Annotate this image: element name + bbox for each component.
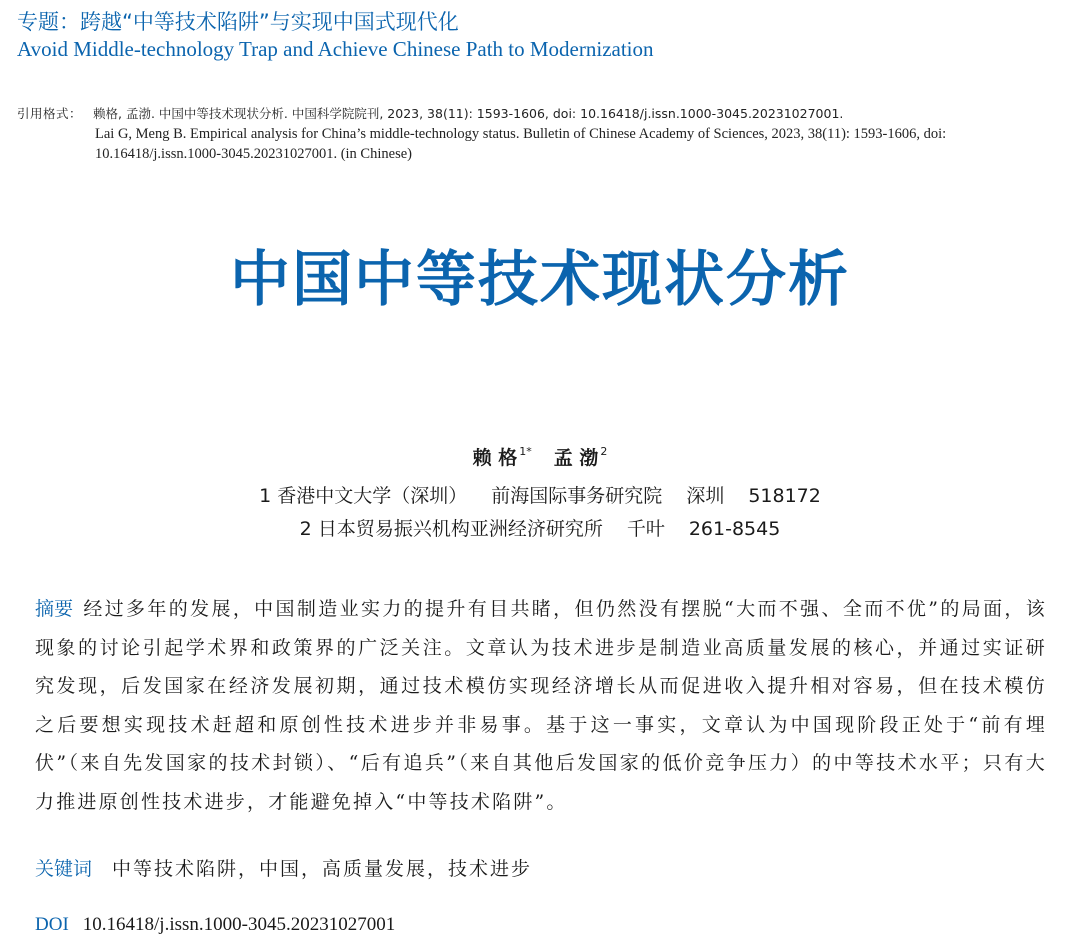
affiliation-org: 香港中文大学（深圳） [277, 485, 468, 507]
author-list [0, 438, 1080, 472]
topic-title-cn: 专题：跨越“中等技术陷阱”与实现中国式现代化 [17, 10, 459, 34]
affiliation-postcode: 261-8545 [688, 518, 781, 540]
citation-label: 引用格式： [17, 106, 83, 121]
doi-value: 10.16418/j.issn.1000-3045.20231027001 [82, 914, 396, 935]
author-affiliation-marker: 2 [600, 445, 608, 458]
affiliation-1 [0, 482, 1080, 510]
affiliation-org: 日本贸易振兴机构亚洲经济研究所 [317, 518, 603, 540]
doi-label: DOI [35, 914, 69, 935]
citation-en-line-2: 10.16418/j.issn.1000-3045.20231027001. (in Chinese) [95, 146, 412, 162]
abstract-text: 经过多年的发展，中国制造业实力的提升有目共睹，但仍然没有摆脱“大而不强、全而不优”的局面，该现象的讨论引起学术界和政策界的广泛关注。文章认为技术进步是制造业高质量发展的核心，并通过实证研究发现，后发国家在经济发展初期，通过技术模仿实现经济增长从而促进收入提升相对容易，但在技术模仿之后要想实现技术赶超和原创性技术进步并非易事。基于这一事实，文章认为中国现阶段正处于“前有埋伏”（来自先发国家的技术封锁）、“后有追兵”（来自其他后发国家的低价竞争压力）的中等技术水平；只有大力推进原创性技术进步，才能避免掉入“中等技术陷阱”。 [35, 598, 1047, 813]
keywords [35, 853, 1047, 885]
citation-cn-row [17, 104, 1067, 124]
affiliation-2 [0, 515, 1080, 543]
keywords-text: 中等技术陷阱，中国，高质量发展，技术进步 [112, 858, 533, 880]
abstract [35, 590, 1047, 821]
affiliation-number: 2 [299, 518, 312, 540]
author-affiliation-marker: 1* [519, 445, 532, 458]
doi [35, 910, 395, 940]
citation-block [17, 104, 1067, 164]
affiliation-city: 深圳 [686, 485, 725, 507]
abstract-label: 摘要 [35, 598, 74, 620]
affiliation-dept: 前海国际事务研究院 [491, 485, 663, 507]
author-name: 赖 格 [472, 447, 518, 469]
affiliation-number: 1 [259, 485, 272, 507]
citation-en-line-1: Lai G, Meng B. Empirical analysis for China’s middle-technology status. Bulletin of Chinese Academy of Sciences, 2023, 38(11): 1593-1606, doi: [95, 126, 947, 142]
keywords-label: 关键词 [35, 858, 93, 880]
topic-title-en: Avoid Middle-technology Trap and Achieve Chinese Path to Modernization [17, 37, 654, 61]
affiliation-postcode: 518172 [748, 485, 821, 507]
citation-cn: 赖格, 孟渤. 中国中等技术现状分析. 中国科学院院刊, 2023, 38(11): 1593-1606, doi: 10.16418/j.issn.1000-3045.20231027001. [93, 106, 844, 121]
author-name: 孟 渤 [553, 447, 599, 469]
article-title: 中国中等技术现状分析 [230, 245, 850, 315]
affiliation-city: 千叶 [626, 518, 665, 540]
